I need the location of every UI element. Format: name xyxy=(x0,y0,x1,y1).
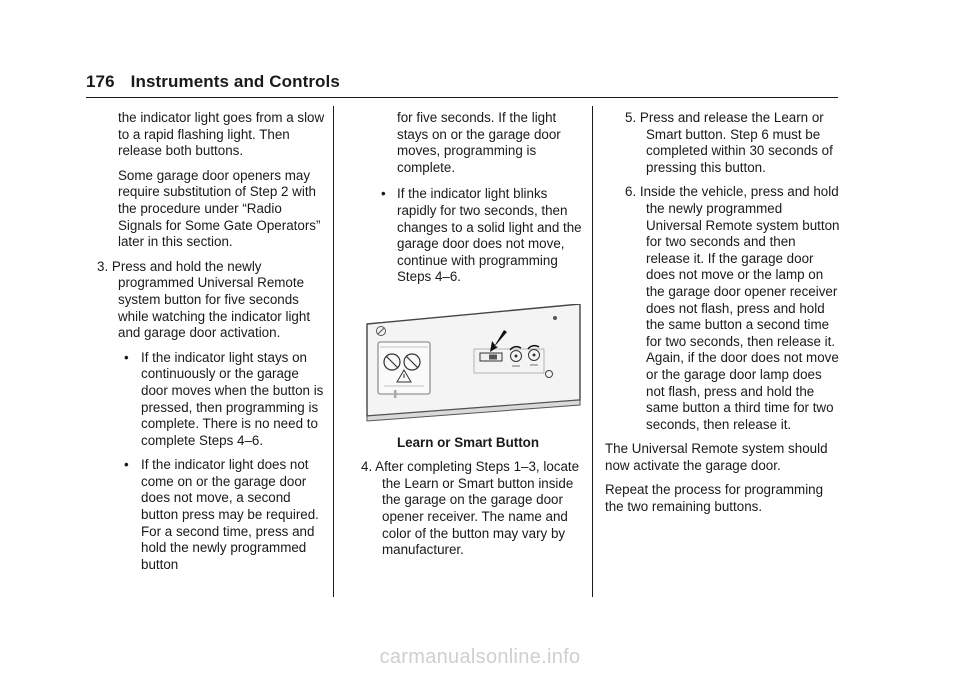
result-paragraph: The Universal Remote system should now activate the garage door. xyxy=(605,441,828,473)
bullet-glyph: • xyxy=(124,349,129,365)
column-divider xyxy=(592,106,593,597)
page-number: 176 xyxy=(86,72,115,91)
header-rule xyxy=(86,97,838,98)
page-title: Instruments and Controls xyxy=(130,72,340,91)
repeat-paragraph: Repeat the process for programming the two remaining buttons. xyxy=(605,482,824,515)
bullet-glyph: • xyxy=(124,457,129,473)
step-4: 4. After completing Steps 1–3, locate the Learn or Smart button inside the garage on the garage door opener receiver. The name and color of the button may vary by manufacturer. xyxy=(361,459,580,558)
column-1 xyxy=(88,110,328,581)
bullet-text: If the indicator light does not come on or the garage door does not move, a second button press may be required. For a second time, press and hold the newly programmed button xyxy=(141,457,319,572)
bullet-text: If the indicator light stays on continuously or the garage door moves when the button is pressed, then programming is complete. There is no need to complete Steps 4–6. xyxy=(141,349,324,448)
bullet-item xyxy=(352,186,584,286)
figure-caption: Learn or Smart Button xyxy=(396,434,540,450)
bullet-item xyxy=(88,350,328,450)
page-header xyxy=(86,72,340,92)
learn-button-illustration xyxy=(364,304,586,422)
step-6: 6. Inside the vehicle, press and hold the newly programmed Universal Remote system button for two seconds and then release it. If the garage door does not move or the lamp on the garage door opener receiver does not flash, press and hold the same button a second time for two seconds, then release it. Again, if the door does not move or the garage door lamp does not flash, press and hold the same button a third time for two seconds, then release it. xyxy=(625,184,840,432)
column-2 xyxy=(352,110,584,567)
bullet-text: If the indicator light blinks rapidly for two seconds, then changes to a solid light and the garage door does not move, continue with programming Steps 4–6. xyxy=(397,186,582,285)
continued-text: the indicator light goes from a slow to a rapid flashing light. Then release both buttons. xyxy=(118,110,325,159)
column-divider xyxy=(333,106,334,597)
column-3 xyxy=(605,110,841,524)
step-3: 3. Press and hold the newly programmed Universal Remote system button for five seconds while watching the indicator light and garage door activation. xyxy=(97,258,311,341)
note-paragraph: Some garage door openers may require substitution of Step 2 with the procedure under “Radio Signals for Some Gate Operators” later in this section. xyxy=(118,167,321,250)
continued-text: for five seconds. If the light stays on or the garage door moves, programming is complete. xyxy=(397,110,561,175)
bullet-item xyxy=(88,457,328,573)
step-5: 5. Press and release the Learn or Smart button. Step 6 must be completed within 30 seconds of pressing this button. xyxy=(625,110,833,175)
watermark: carmanualsonline.info xyxy=(379,646,581,668)
bullet-glyph: • xyxy=(381,186,386,202)
